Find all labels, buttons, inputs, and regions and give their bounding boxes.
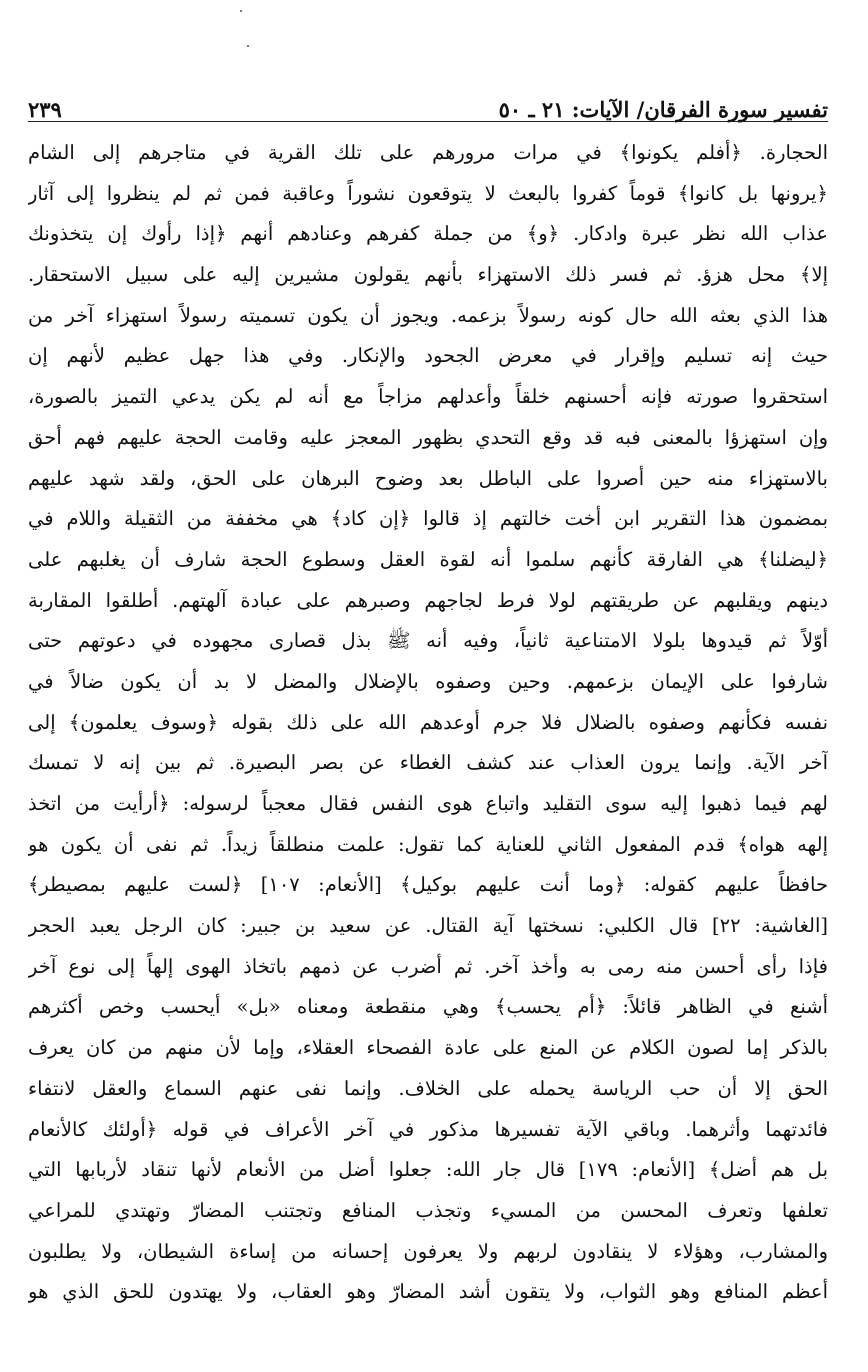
text-line: هذا الذي بعثه الله حال كونه رسولاً بزعمه. ويجوز أن يكون تسميته رسولاً استهزاء آخر من — [28, 303, 828, 327]
text-line: تعلفها وتعرف المحسن من المسيء وتجذب المنافع وتجتنب المضارّ وتهتدي للمراعي — [28, 1198, 828, 1222]
text-line: [الغاشية: ٢٢] قال الكلبي: نسختها آية القتال. عن سعيد بن جبير: كان الرجل يعبد الحجر — [28, 914, 828, 938]
text-line: أشنع في الظاهر قائلاً: ﴿أم يحسب﴾ وهي منقطعة ومعناه «بل» أيحسب وخص أكثرهم — [28, 995, 828, 1019]
text-line: والمشارب، وهؤلاء لا ينقادون لربهم ولا يعرفون إحسانه من إساءة الشيطان، ولا يطلبون — [28, 1239, 828, 1263]
text-line: إلا﴾ محل هزؤ. ثم فسر ذلك الاستهزاء بأنهم يقولون مشيرين إليه على سبيل الاستحقار. — [28, 263, 828, 287]
text-line: الحق إلا أن حب الرياسة يحمله على الخلاف. وإنما نفى عنهم السماع والعقل لانتفاء — [28, 1076, 828, 1100]
running-title: تفسير سورة الفرقان/ الآيات: ٢١ ـ ٥٠ — [498, 97, 828, 122]
text-line: بل هم أضل﴾ [الأنعام: ١٧٩] قال جار الله: جعلوا أضل من الأنعام لأنها تنقاد لأربابها التي — [28, 1158, 828, 1182]
text-line: الحجارة. ﴿أفلم يكونوا﴾ في مرات مرورهم على تلك القرية في متاجرهم إلى الشام — [28, 141, 828, 164]
scan-speck — [240, 10, 242, 12]
text-line: فائدتهما وأثرهما. وباقي الآية تفسيرها مذكور في آخر الأعراف في قوله ﴿أولئك كالأنعام — [28, 1117, 828, 1141]
text-line: حافظاً عليهم كقوله: ﴿وما أنت عليهم بوكيل﴾ [الأنعام: ١٠٧] ﴿لست عليهم بمصيطر﴾ — [28, 873, 828, 897]
text-line: حيث إنه تسليم وإقرار في معرض الجحود والإنكار. وفي هذا جهل عظيم لأنهم إن — [28, 344, 828, 368]
text-line: استحقروا صورته فإنه أحسنهم خلقاً وأعدلهم مزاجاً مع أنه لم يكن يدعي التميز بالصورة، — [28, 385, 828, 409]
text-line: عذاب الله نظر عبرة وادكار. ﴿و﴾ من جملة كفرهم وعنادهم أنهم ﴿إذا رأوك إن يتخذونك — [28, 222, 828, 246]
text-line: آخر الآية. وإنما يرون العذاب عند كشف الغطاء عن بصر البصيرة. ثم بين إنه لا تمسك — [28, 751, 828, 775]
text-line: أوّلاً ثم قيدوها بلولا الامتناعية ثانياً، وفيه أنه ﷺ بذل قصارى مجهوده في دعوتهم حتى — [28, 629, 828, 653]
text-line: بالذكر إما لصون الكلام عن المنع على عادة الفصحاء العقلاء، وإما لأن منهم من كان يعرف — [28, 1036, 828, 1060]
text-line: فإذا رأى أحسن منه رمى به وأخذ آخر. ثم أضرب عن ذمهم باتخاذ الهوى إلهاً إلى نوع آخر — [28, 954, 828, 978]
text-line: شارفوا على الإيمان بزعمهم. وحين وصفوه بالإضلال والمضل لا بد أن يكون ضالاً في — [28, 669, 828, 693]
scan-speck — [247, 45, 249, 47]
text-line: أعظم المنافع وهو الثواب، ولا يتقون أشد المضارّ وهو العقاب، ولا يهتدون للحق الذي هو — [28, 1280, 828, 1304]
text-line: ﴿ليضلنا﴾ هي الفارقة كأنهم سلموا أنه لقوة العقل وسطوع الحجة شارف أن يغلبهم على — [28, 547, 828, 571]
page-number: ٢٣٩ — [28, 97, 62, 122]
text-line: بالاستهزاء منه حين أصروا على الباطل بعد وضوح البرهان على الحق، ولقد شهد عليهم — [28, 466, 828, 490]
text-line: نفسه فكأنهم وصفوه بالضلال فلا جرم أوعدهم الله على ذلك بقوله ﴿وسوف يعلمون﴾ إلى — [28, 710, 828, 734]
body-text — [28, 133, 828, 1313]
text-line: لهم فيما ذهبوا إليه سوى التقليد واتباع هوى النفس فقال معجباً لرسوله: ﴿أرأيت من اتخذ — [28, 792, 828, 815]
text-line: وإن استهزؤا بالمعنى فبه قد وقع التحدي بظهور المعجز عليه وقامت الحجة عليهم فهم أحق — [28, 425, 828, 449]
text-line: ﴿يرونها بل كانوا﴾ قوماً كفروا بالبعث لا يتوقعون نشوراً وعاقبة فمن ثم لم ينظروا إلى آثار — [28, 181, 828, 205]
running-head — [28, 82, 828, 122]
header-rule — [28, 121, 828, 122]
text-line: إلهه هواه﴾ قدم المفعول الثاني للعناية كما تقول: علمت منطلقاً زيداً. ثم نفى أن يكون هو — [28, 832, 828, 856]
text-line: دينهم ويقلبهم عن طريقتهم لولا فرط لجاجهم وصبرهم على عبادة آلهتهم. أطلقوا المقاربة — [28, 588, 828, 612]
text-line: بمضمون هذا التقرير ابن أخت خالتهم إذ قالوا ﴿إن كاد﴾ هي مخففة من الثقيلة واللام في — [28, 507, 828, 531]
